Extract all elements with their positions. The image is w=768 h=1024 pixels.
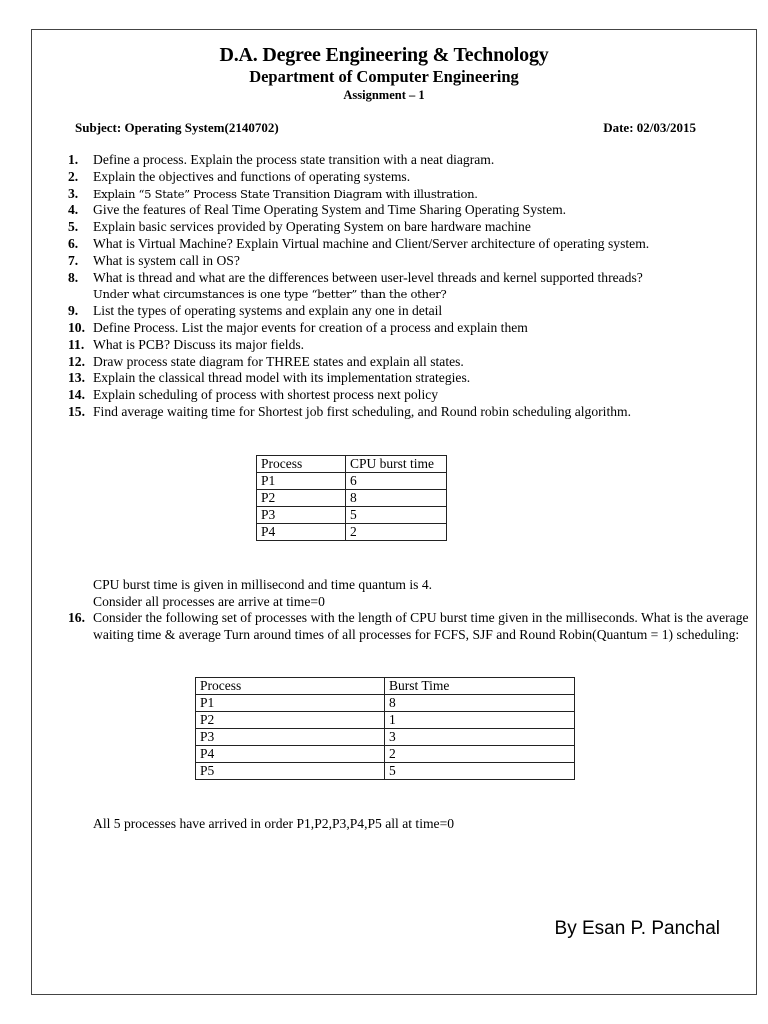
table-row xyxy=(196,746,575,763)
question-number: 9. xyxy=(68,303,79,319)
question-number: 1. xyxy=(68,152,79,167)
question-item xyxy=(68,219,738,236)
table-header-cell: Process xyxy=(257,456,346,473)
table-cell: P5 xyxy=(196,763,385,780)
table-cell: 8 xyxy=(346,490,447,507)
question-item xyxy=(68,404,738,421)
date-label: Date: 02/03/2015 xyxy=(603,120,696,135)
table-row xyxy=(257,490,447,507)
question-text: Draw process state diagram for THREE states and explain all states. xyxy=(93,353,464,369)
table-cell: P2 xyxy=(257,490,346,507)
table-cell: 2 xyxy=(385,746,575,763)
table-row xyxy=(257,507,447,524)
question-number: 11. xyxy=(68,336,85,352)
question-number: 4. xyxy=(68,202,79,218)
question-item xyxy=(68,303,738,320)
question-text: Define Process. List the major events for creation of a process and explain them xyxy=(93,319,528,335)
question-number: 12. xyxy=(68,353,85,369)
question-item xyxy=(68,370,738,387)
question-number: 10. xyxy=(68,319,85,335)
table-cell: P4 xyxy=(257,524,346,541)
question-item xyxy=(68,253,738,270)
author-signature: By Esan P. Panchal xyxy=(554,918,720,939)
table-cell: P1 xyxy=(257,473,346,490)
question-item xyxy=(68,387,738,404)
question-item xyxy=(68,152,738,169)
q15-note-line2: Consider all processes are arrive at time=0 xyxy=(93,593,325,609)
table-header-cell: Process xyxy=(196,678,385,695)
table-cell: 1 xyxy=(385,712,575,729)
question-text: Explain basic services provided by Operating System on bare hardware machine xyxy=(93,219,531,235)
question-16 xyxy=(68,610,763,644)
department-title: Department of Computer Engineering xyxy=(249,67,519,86)
table-row xyxy=(196,763,575,780)
subject-label: Subject: Operating System(2140702) xyxy=(75,120,279,135)
question-item xyxy=(68,202,738,219)
question-number: 2. xyxy=(68,168,79,184)
question-number: 3. xyxy=(68,185,79,201)
question-number: 14. xyxy=(68,387,85,403)
question-text: Find average waiting time for Shortest job first scheduling, and Round robin scheduling algorithm. xyxy=(93,403,631,419)
question-item xyxy=(68,270,738,304)
table-cell: 8 xyxy=(385,695,575,712)
question-number: 13. xyxy=(68,370,85,386)
question-text: Explain “5 State” Process State Transition Diagram with illustration. xyxy=(93,186,478,201)
cpu-burst-table xyxy=(256,455,447,541)
question-text: Consider the following set of processes with the length of CPU burst time given in the milliseconds. What is the average waiting time & average Turn around times of all processes for FCFS, SJF and Round Robin(Quantum = 1) scheduling: xyxy=(93,610,749,642)
question-text: Give the features of Real Time Operating System and Time Sharing Operating System. xyxy=(93,202,567,218)
table-row xyxy=(257,524,447,541)
q15-note xyxy=(93,577,432,611)
question-item xyxy=(68,169,738,186)
question-number: 7. xyxy=(68,252,79,268)
table-cell: P3 xyxy=(257,507,346,524)
question-text-continued: Under what circumstances is one type “better” than the other? xyxy=(93,287,447,302)
table-header-row xyxy=(257,456,447,473)
question-number: 16. xyxy=(68,610,85,625)
question-number: 5. xyxy=(68,219,79,235)
question-text: What is system call in OS? xyxy=(93,252,240,268)
table-cell: P2 xyxy=(196,712,385,729)
table-cell: P1 xyxy=(196,695,385,712)
table-header-row xyxy=(196,678,575,695)
table-cell: P4 xyxy=(196,746,385,763)
table-cell: 3 xyxy=(385,729,575,746)
q15-note-line1: CPU burst time is given in millisecond and time quantum is 4. xyxy=(93,577,433,592)
table-row xyxy=(196,712,575,729)
table-cell: 2 xyxy=(346,524,447,541)
question-text: Explain scheduling of process with shortest process next policy xyxy=(93,387,439,403)
question-number: 8. xyxy=(68,269,79,285)
question-item xyxy=(68,320,738,337)
table-cell: 6 xyxy=(346,473,447,490)
assignment-title: Assignment – 1 xyxy=(343,88,425,102)
question-text: Explain the classical thread model with its implementation strategies. xyxy=(93,370,471,386)
table-row xyxy=(196,729,575,746)
question-number: 6. xyxy=(68,235,79,251)
table-cell: 5 xyxy=(346,507,447,524)
question-text: What is PCB? Discuss its major fields. xyxy=(93,336,305,352)
question-text: What is thread and what are the differences between user-level threads and kernel supported threads? xyxy=(93,269,643,285)
question-text: Explain the objectives and functions of operating systems. xyxy=(93,168,411,184)
question-number: 15. xyxy=(68,403,85,419)
table-row xyxy=(196,695,575,712)
table-cell: P3 xyxy=(196,729,385,746)
table-cell: 5 xyxy=(385,763,575,780)
table-header-cell: Burst Time xyxy=(385,678,575,695)
question-text: Define a process. Explain the process state transition with a neat diagram. xyxy=(93,152,495,167)
institution-title: D.A. Degree Engineering & Technology xyxy=(219,44,549,66)
question-item xyxy=(68,354,738,371)
table-header-cell: CPU burst time xyxy=(346,456,447,473)
question-item xyxy=(68,236,738,253)
question-text: List the types of operating systems and explain any one in detail xyxy=(93,303,443,319)
q16-note: All 5 processes have arrived in order P1,P2,P3,P4,P5 all at time=0 xyxy=(93,816,455,831)
question-list xyxy=(68,152,738,421)
table-row xyxy=(257,473,447,490)
question-text: What is Virtual Machine? Explain Virtual machine and Client/Server architecture of operating system. xyxy=(93,235,650,251)
burst-time-table xyxy=(195,677,575,780)
question-item xyxy=(68,337,738,354)
question-item xyxy=(68,186,738,203)
